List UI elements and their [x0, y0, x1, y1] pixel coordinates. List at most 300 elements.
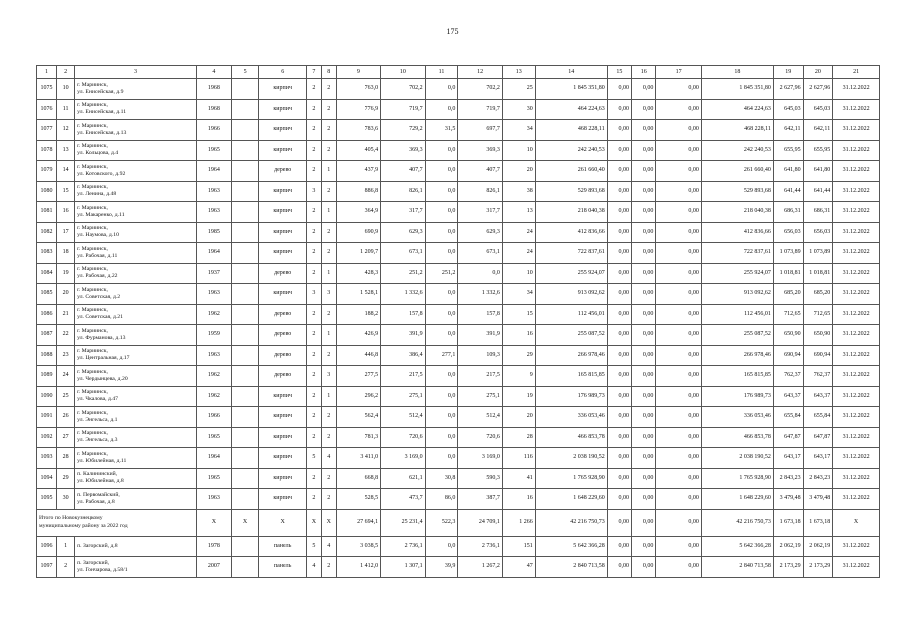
- table-cell-col-10: 3 169,0: [381, 448, 425, 469]
- table-cell-col-16: 0,00: [632, 345, 656, 366]
- table-row: [37, 489, 880, 510]
- table-cell-col-11: 0,0: [425, 222, 458, 243]
- table-cell-col-5: [231, 243, 259, 264]
- table-cell-col-3: г. Мариинск, ул. Макаренко, д.11: [75, 202, 197, 223]
- table-cell-col-19: 645,03: [773, 99, 803, 120]
- table-cell-col-13: 15: [502, 304, 535, 325]
- table-cell-col-14: 1 845 351,80: [535, 79, 607, 100]
- table-cell-col-14: 5 642 366,28: [535, 536, 607, 557]
- table-cell-col-11: 0,0: [425, 325, 458, 346]
- table-cell-col-17: 0,00: [656, 536, 702, 557]
- table-cell-col-6: дерево: [259, 161, 307, 182]
- table-cell-col-21: 31.12.2022: [833, 140, 880, 161]
- table-cell-col-7: 2: [307, 263, 322, 284]
- column-header-6: 6: [259, 66, 307, 79]
- table-row: [37, 325, 880, 346]
- total-cell-col-10: 25 231,4: [381, 509, 425, 536]
- table-cell-col-13: 151: [502, 536, 535, 557]
- table-cell-col-12: 407,7: [458, 161, 502, 182]
- table-cell-col-5: [231, 79, 259, 100]
- column-header-2: 2: [57, 66, 75, 79]
- table-cell-col-11: 0,0: [425, 140, 458, 161]
- table-cell-col-9: 3 038,5: [336, 536, 380, 557]
- table-cell-col-6: кирпич: [259, 407, 307, 428]
- table-cell-col-17: 0,00: [656, 427, 702, 448]
- table-cell-col-11: 0,0: [425, 243, 458, 264]
- table-cell-col-20: 1 073,89: [803, 243, 833, 264]
- table-cell-col-16: 0,00: [632, 181, 656, 202]
- table-cell-col-1: 1078: [37, 140, 57, 161]
- table-cell-col-12: 702,2: [458, 79, 502, 100]
- total-cell-col-20: 1 673,18: [803, 509, 833, 536]
- table-cell-col-2: 16: [57, 202, 75, 223]
- column-header-7: 7: [307, 66, 322, 79]
- table-cell-col-12: 590,3: [458, 468, 502, 489]
- table-row: [37, 99, 880, 120]
- table-cell-col-19: 1 018,81: [773, 263, 803, 284]
- table-cell-col-15: 0,00: [607, 99, 631, 120]
- table-cell-col-6: кирпич: [259, 181, 307, 202]
- table-cell-col-20: 650,90: [803, 325, 833, 346]
- table-cell-col-13: 25: [502, 79, 535, 100]
- table-cell-col-13: 24: [502, 222, 535, 243]
- table-cell-col-11: 0,0: [425, 304, 458, 325]
- table-cell-col-1: 1086: [37, 304, 57, 325]
- table-cell-col-5: [231, 263, 259, 284]
- table-cell-col-4: 1965: [196, 427, 231, 448]
- table-cell-col-16: 0,00: [632, 386, 656, 407]
- table-cell-col-16: 0,00: [632, 427, 656, 448]
- table-cell-col-18: 466 853,78: [701, 427, 773, 448]
- table-cell-col-8: 1: [321, 325, 336, 346]
- table-cell-col-12: 387,7: [458, 489, 502, 510]
- table-cell-col-17: 0,00: [656, 140, 702, 161]
- table-cell-col-8: 2: [321, 304, 336, 325]
- table-cell-col-11: 0,0: [425, 427, 458, 448]
- table-cell-col-9: 277,5: [336, 366, 380, 387]
- column-header-14: 14: [535, 66, 607, 79]
- table-cell-col-2: 29: [57, 468, 75, 489]
- table-cell-col-11: 0,0: [425, 536, 458, 557]
- column-header-16: 16: [632, 66, 656, 79]
- table-cell-col-18: 5 642 366,28: [701, 536, 773, 557]
- table-cell-col-16: 0,00: [632, 140, 656, 161]
- table-cell-col-6: дерево: [259, 304, 307, 325]
- table-cell-col-13: 24: [502, 243, 535, 264]
- table-cell-col-7: 2: [307, 366, 322, 387]
- table-cell-col-7: 2: [307, 407, 322, 428]
- column-header-15: 15: [607, 66, 631, 79]
- table-cell-col-11: 277,1: [425, 345, 458, 366]
- table-cell-col-5: [231, 181, 259, 202]
- table-cell-col-20: 2 062,19: [803, 536, 833, 557]
- table-cell-col-21: 31.12.2022: [833, 202, 880, 223]
- table-cell-col-10: 729,2: [381, 120, 425, 141]
- table-cell-col-4: 1964: [196, 448, 231, 469]
- table-cell-col-16: 0,00: [632, 448, 656, 469]
- table-cell-col-3: г. Мариинск, ул. Енисейская, д.13: [75, 120, 197, 141]
- table-cell-col-6: кирпич: [259, 99, 307, 120]
- table-cell-col-11: 0,0: [425, 448, 458, 469]
- table-cell-col-8: 2: [321, 181, 336, 202]
- table-cell-col-1: 1082: [37, 222, 57, 243]
- table-cell-col-8: 2: [321, 427, 336, 448]
- table-cell-col-5: [231, 536, 259, 557]
- table-row: [37, 284, 880, 305]
- table-cell-col-2: 30: [57, 489, 75, 510]
- table-cell-col-11: 31,5: [425, 120, 458, 141]
- table-cell-col-8: 2: [321, 557, 336, 578]
- table-cell-col-11: 0,0: [425, 407, 458, 428]
- table-cell-col-1: 1096: [37, 536, 57, 557]
- table-cell-col-4: 1965: [196, 468, 231, 489]
- table-cell-col-19: 647,87: [773, 427, 803, 448]
- table-cell-col-14: 2 840 713,58: [535, 557, 607, 578]
- total-row: [37, 509, 880, 536]
- table-cell-col-1: 1097: [37, 557, 57, 578]
- table-cell-col-8: 1: [321, 202, 336, 223]
- table-cell-col-10: 702,2: [381, 79, 425, 100]
- table-cell-col-19: 2 843,23: [773, 468, 803, 489]
- table-cell-col-20: 1 018,81: [803, 263, 833, 284]
- table-cell-col-9: 781,3: [336, 427, 380, 448]
- table-cell-col-20: 2 843,23: [803, 468, 833, 489]
- table-cell-col-14: 722 837,61: [535, 243, 607, 264]
- table-cell-col-2: 22: [57, 325, 75, 346]
- table-cell-col-15: 0,00: [607, 536, 631, 557]
- table-cell-col-9: 188,2: [336, 304, 380, 325]
- column-header-12: 12: [458, 66, 502, 79]
- table-cell-col-6: дерево: [259, 263, 307, 284]
- table-cell-col-17: 0,00: [656, 120, 702, 141]
- table-cell-col-19: 686,31: [773, 202, 803, 223]
- table-cell-col-4: 1966: [196, 120, 231, 141]
- table-cell-col-3: г. Мариинск, ул. Кольцова, д.4: [75, 140, 197, 161]
- table-cell-col-12: 275,1: [458, 386, 502, 407]
- table-cell-col-18: 218 040,38: [701, 202, 773, 223]
- table-cell-col-13: 20: [502, 161, 535, 182]
- table-cell-col-20: 2 627,96: [803, 79, 833, 100]
- table-cell-col-11: 86,0: [425, 489, 458, 510]
- column-header-11: 11: [425, 66, 458, 79]
- table-cell-col-11: 0,0: [425, 79, 458, 100]
- table-cell-col-6: кирпич: [259, 202, 307, 223]
- table-cell-col-4: 1985: [196, 222, 231, 243]
- table-cell-col-21: 31.12.2022: [833, 448, 880, 469]
- total-cell-col-6: X: [259, 509, 307, 536]
- total-cell-col-7: X: [307, 509, 322, 536]
- table-cell-col-12: 720,6: [458, 427, 502, 448]
- table-cell-col-18: 2 840 713,58: [701, 557, 773, 578]
- table-cell-col-3: г. Мариинск, ул. Фурманова, д.13: [75, 325, 197, 346]
- table-cell-col-19: 762,37: [773, 366, 803, 387]
- total-cell-col-8: X: [321, 509, 336, 536]
- table-cell-col-10: 826,1: [381, 181, 425, 202]
- table-cell-col-9: 364,9: [336, 202, 380, 223]
- total-cell-col-21: X: [833, 509, 880, 536]
- table-cell-col-6: панель: [259, 557, 307, 578]
- table-cell-col-3: г. Мариинск, ул. Чкалова, д.47: [75, 386, 197, 407]
- table-cell-col-5: [231, 120, 259, 141]
- table-cell-col-10: 386,4: [381, 345, 425, 366]
- table-cell-col-2: 10: [57, 79, 75, 100]
- table-cell-col-11: 39,9: [425, 557, 458, 578]
- table-cell-col-10: 512,4: [381, 407, 425, 428]
- table-cell-col-19: 690,94: [773, 345, 803, 366]
- table-cell-col-14: 1 765 928,90: [535, 468, 607, 489]
- table-cell-col-17: 0,00: [656, 345, 702, 366]
- table-cell-col-18: 176 989,73: [701, 386, 773, 407]
- table-cell-col-13: 28: [502, 427, 535, 448]
- table-cell-col-3: г. Мариинск, ул. Советская, д.2: [75, 284, 197, 305]
- table-cell-col-13: 38: [502, 181, 535, 202]
- table-cell-col-12: 673,1: [458, 243, 502, 264]
- table-cell-col-14: 1 648 229,60: [535, 489, 607, 510]
- table-cell-col-4: 1964: [196, 161, 231, 182]
- column-header-3: 3: [75, 66, 197, 79]
- total-cell-col-12: 24 709,1: [458, 509, 502, 536]
- table-row: [37, 304, 880, 325]
- total-cell-col-13: 1 266: [502, 509, 535, 536]
- table-cell-col-21: 31.12.2022: [833, 489, 880, 510]
- table-cell-col-12: 3 169,0: [458, 448, 502, 469]
- table-cell-col-15: 0,00: [607, 366, 631, 387]
- table-cell-col-9: 1 209,7: [336, 243, 380, 264]
- table-cell-col-16: 0,00: [632, 99, 656, 120]
- table-cell-col-21: 31.12.2022: [833, 181, 880, 202]
- table-cell-col-18: 2 038 190,52: [701, 448, 773, 469]
- table-cell-col-9: 668,8: [336, 468, 380, 489]
- table-cell-col-17: 0,00: [656, 161, 702, 182]
- table-cell-col-19: 656,03: [773, 222, 803, 243]
- table-cell-col-13: 29: [502, 345, 535, 366]
- table-cell-col-8: 2: [321, 468, 336, 489]
- table-cell-col-9: 428,3: [336, 263, 380, 284]
- table-cell-col-3: г. Мариинск, ул. Энгельса, д.1: [75, 407, 197, 428]
- table-cell-col-21: 31.12.2022: [833, 427, 880, 448]
- table-cell-col-11: 0,0: [425, 202, 458, 223]
- table-cell-col-2: 20: [57, 284, 75, 305]
- table-cell-col-14: 112 456,01: [535, 304, 607, 325]
- table-cell-col-17: 0,00: [656, 325, 702, 346]
- table-cell-col-1: 1080: [37, 181, 57, 202]
- table-cell-col-13: 9: [502, 366, 535, 387]
- table-cell-col-20: 656,03: [803, 222, 833, 243]
- table-cell-col-7: 5: [307, 448, 322, 469]
- table-cell-col-14: 466 853,78: [535, 427, 607, 448]
- table-cell-col-21: 31.12.2022: [833, 222, 880, 243]
- table-cell-col-4: 1968: [196, 99, 231, 120]
- table-cell-col-17: 0,00: [656, 489, 702, 510]
- table-cell-col-21: 31.12.2022: [833, 79, 880, 100]
- table-cell-col-18: 722 837,61: [701, 243, 773, 264]
- table-cell-col-10: 1 332,6: [381, 284, 425, 305]
- table-cell-col-6: кирпич: [259, 489, 307, 510]
- table-cell-col-1: 1092: [37, 427, 57, 448]
- table-cell-col-2: 21: [57, 304, 75, 325]
- table-cell-col-20: 647,87: [803, 427, 833, 448]
- table-cell-col-19: 655,84: [773, 407, 803, 428]
- table-cell-col-15: 0,00: [607, 181, 631, 202]
- table-cell-col-8: 3: [321, 366, 336, 387]
- table-cell-col-1: 1075: [37, 79, 57, 100]
- table-cell-col-20: 690,94: [803, 345, 833, 366]
- table-cell-col-17: 0,00: [656, 284, 702, 305]
- table-cell-col-15: 0,00: [607, 79, 631, 100]
- table-row: [37, 79, 880, 100]
- table-row: [37, 263, 880, 284]
- table-cell-col-9: 528,5: [336, 489, 380, 510]
- table-cell-col-9: 1 528,1: [336, 284, 380, 305]
- table-cell-col-5: [231, 386, 259, 407]
- table-cell-col-14: 261 660,40: [535, 161, 607, 182]
- table-cell-col-7: 2: [307, 79, 322, 100]
- total-cell-col-16: 0,00: [632, 509, 656, 536]
- table-cell-col-15: 0,00: [607, 263, 631, 284]
- table-cell-col-20: 643,17: [803, 448, 833, 469]
- table-cell-col-20: 643,37: [803, 386, 833, 407]
- table-cell-col-10: 719,7: [381, 99, 425, 120]
- table-cell-col-6: кирпич: [259, 284, 307, 305]
- table-cell-col-18: 255 924,07: [701, 263, 773, 284]
- table-cell-col-17: 0,00: [656, 386, 702, 407]
- table-cell-col-8: 1: [321, 386, 336, 407]
- table-cell-col-12: 512,4: [458, 407, 502, 428]
- table-cell-col-20: 685,20: [803, 284, 833, 305]
- table-cell-col-21: 31.12.2022: [833, 468, 880, 489]
- table-cell-col-10: 2 736,1: [381, 536, 425, 557]
- table-cell-col-15: 0,00: [607, 304, 631, 325]
- table-cell-col-21: 31.12.2022: [833, 99, 880, 120]
- table-cell-col-20: 641,44: [803, 181, 833, 202]
- table-cell-col-18: 464 224,63: [701, 99, 773, 120]
- table-cell-col-15: 0,00: [607, 325, 631, 346]
- table-cell-col-21: 31.12.2022: [833, 161, 880, 182]
- column-header-5: 5: [231, 66, 259, 79]
- table-cell-col-13: 116: [502, 448, 535, 469]
- table-cell-col-4: 1962: [196, 366, 231, 387]
- table-cell-col-1: 1093: [37, 448, 57, 469]
- table-cell-col-17: 0,00: [656, 366, 702, 387]
- table-cell-col-9: 776,9: [336, 99, 380, 120]
- table-cell-col-3: п. Загорский, д.8: [75, 536, 197, 557]
- table-cell-col-17: 0,00: [656, 202, 702, 223]
- table-cell-col-7: 3: [307, 181, 322, 202]
- table-cell-col-16: 0,00: [632, 284, 656, 305]
- table-cell-col-8: 2: [321, 140, 336, 161]
- table-cell-col-19: 650,90: [773, 325, 803, 346]
- column-header-19: 19: [773, 66, 803, 79]
- table-cell-col-10: 673,1: [381, 243, 425, 264]
- table-cell-col-21: 31.12.2022: [833, 284, 880, 305]
- table-cell-col-14: 464 224,63: [535, 99, 607, 120]
- table-cell-col-10: 1 307,1: [381, 557, 425, 578]
- table-cell-col-6: кирпич: [259, 243, 307, 264]
- table-cell-col-12: 719,7: [458, 99, 502, 120]
- table-cell-col-21: 31.12.2022: [833, 407, 880, 428]
- table-cell-col-10: 720,6: [381, 427, 425, 448]
- table-cell-col-7: 2: [307, 325, 322, 346]
- table-cell-col-12: 0,0: [458, 263, 502, 284]
- table-cell-col-5: [231, 140, 259, 161]
- column-header-10: 10: [381, 66, 425, 79]
- table-cell-col-8: 2: [321, 489, 336, 510]
- table-cell-col-9: 562,4: [336, 407, 380, 428]
- table-cell-col-13: 34: [502, 120, 535, 141]
- table-cell-col-2: 2: [57, 557, 75, 578]
- table-cell-col-15: 0,00: [607, 386, 631, 407]
- table-cell-col-16: 0,00: [632, 79, 656, 100]
- table-cell-col-2: 12: [57, 120, 75, 141]
- column-header-20: 20: [803, 66, 833, 79]
- table-cell-col-9: 446,8: [336, 345, 380, 366]
- table-cell-col-4: 1962: [196, 386, 231, 407]
- table-cell-col-6: дерево: [259, 325, 307, 346]
- table-cell-col-12: 157,8: [458, 304, 502, 325]
- table-row: [37, 181, 880, 202]
- table-cell-col-6: кирпич: [259, 386, 307, 407]
- table-cell-col-10: 317,7: [381, 202, 425, 223]
- table-cell-col-16: 0,00: [632, 304, 656, 325]
- table-cell-col-5: [231, 284, 259, 305]
- table-cell-col-9: 1 412,0: [336, 557, 380, 578]
- total-cell-col-14: 42 216 750,73: [535, 509, 607, 536]
- total-cell-col-18: 42 216 750,73: [701, 509, 773, 536]
- table-cell-col-4: 1963: [196, 489, 231, 510]
- table-cell-col-15: 0,00: [607, 489, 631, 510]
- table-cell-col-13: 10: [502, 140, 535, 161]
- table-cell-col-1: 1089: [37, 366, 57, 387]
- table-cell-col-18: 255 087,52: [701, 325, 773, 346]
- table-cell-col-8: 2: [321, 99, 336, 120]
- table-cell-col-2: 15: [57, 181, 75, 202]
- table-cell-col-4: 1963: [196, 181, 231, 202]
- table-cell-col-12: 217,5: [458, 366, 502, 387]
- table-cell-col-18: 1 845 351,80: [701, 79, 773, 100]
- table-cell-col-19: 655,95: [773, 140, 803, 161]
- table-cell-col-8: 2: [321, 243, 336, 264]
- table-cell-col-20: 762,37: [803, 366, 833, 387]
- table-cell-col-19: 642,11: [773, 120, 803, 141]
- table-cell-col-18: 112 456,01: [701, 304, 773, 325]
- table-row: [37, 120, 880, 141]
- table-cell-col-10: 629,3: [381, 222, 425, 243]
- table-cell-col-12: 1 332,6: [458, 284, 502, 305]
- table-cell-col-1: 1095: [37, 489, 57, 510]
- table-cell-col-21: 31.12.2022: [833, 386, 880, 407]
- table-cell-col-18: 1 765 928,90: [701, 468, 773, 489]
- table-cell-col-11: 251,2: [425, 263, 458, 284]
- table-cell-col-17: 0,00: [656, 557, 702, 578]
- table-cell-col-20: 655,84: [803, 407, 833, 428]
- table-cell-col-4: 1963: [196, 345, 231, 366]
- total-cell-col-15: 0,00: [607, 509, 631, 536]
- table-cell-col-3: г. Мариинск, ул. Рабочая, д.11: [75, 243, 197, 264]
- table-body: [37, 79, 880, 578]
- table-cell-col-3: п. Первомайский, ул. Рабочая, д.8: [75, 489, 197, 510]
- table-cell-col-5: [231, 489, 259, 510]
- table-cell-col-5: [231, 407, 259, 428]
- table-cell-col-8: 4: [321, 536, 336, 557]
- table-cell-col-2: 19: [57, 263, 75, 284]
- table-cell-col-21: 31.12.2022: [833, 366, 880, 387]
- column-header-1: 1: [37, 66, 57, 79]
- table-cell-col-6: кирпич: [259, 79, 307, 100]
- table-cell-col-17: 0,00: [656, 304, 702, 325]
- table-cell-col-16: 0,00: [632, 557, 656, 578]
- table-cell-col-4: 1937: [196, 263, 231, 284]
- table-cell-col-19: 3 479,48: [773, 489, 803, 510]
